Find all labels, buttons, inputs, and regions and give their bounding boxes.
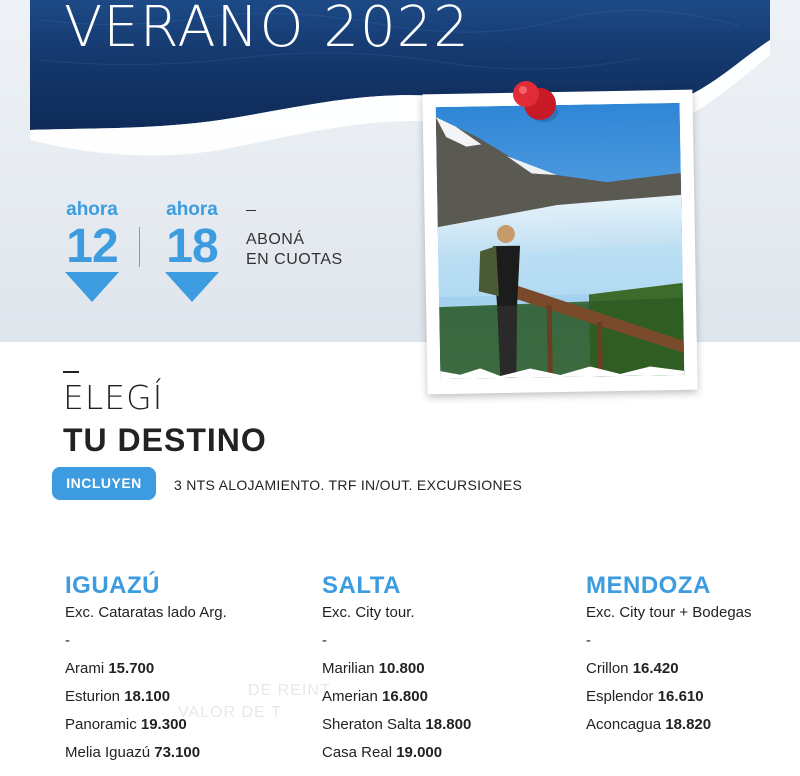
installment-number: 12 [66,220,118,273]
hotel-name: Esturion [65,688,121,705]
hotel-price: 16.420 [632,660,679,677]
hotel-name: Marilian [322,660,375,677]
hotel-item [586,714,752,736]
installment-prefix: ahora [66,199,118,220]
installment-divider [139,227,140,267]
destination-iguazu [65,570,227,764]
includes-badge: INCLUYEN [52,467,156,500]
page-title: VERANO 2022 [64,0,470,60]
destination-separator: - [322,632,327,649]
glacier-photo [422,90,697,395]
section-title-line-2: TU DESTINO [63,422,267,458]
destination-separator: - [586,632,591,649]
hotel-name: Sheraton Salta [322,716,422,733]
hotel-item [586,686,752,708]
hotel-item [322,686,471,708]
destination-excursion: Exc. City tour + Bodegas [586,604,752,621]
hotel-price: 18.820 [665,716,712,733]
hotel-item [65,686,227,708]
watermark-text [178,680,331,724]
installment-18 [162,198,222,302]
pushpin-icon [508,78,568,128]
hotel-price: 18.100 [124,688,171,705]
down-arrow-icon [165,272,219,302]
hotel-name: Melia Iguazú [65,744,151,761]
destination-excursion: Exc. Cataratas lado Arg. [65,604,227,621]
hotel-name: Panoramic [65,716,137,733]
payment-line-2: EN CUOTAS [246,251,343,268]
destination-mendoza [586,570,752,736]
hotel-name: Esplendor [586,688,654,705]
hotel-item [322,658,471,680]
hotel-item [65,658,227,680]
hotel-name: Crillon [586,660,629,677]
payment-dash [246,210,256,211]
installment-12 [62,198,122,302]
includes-text: 3 NTS ALOJAMIENTO. TRF IN/OUT. EXCURSIONES [174,477,523,493]
destination-separator: - [65,632,70,649]
hotel-item [65,742,227,764]
payment-line-1: ABONÁ [246,231,305,248]
destination-name: SALTA [322,572,401,599]
hotel-item [65,714,227,736]
hotel-price: 19.300 [140,716,187,733]
hotel-item [322,714,471,736]
section-dash [63,371,79,373]
watermark-line-1: DE REINT [248,682,331,699]
hotel-name: Aconcagua [586,716,662,733]
hotel-price: 16.610 [657,688,704,705]
destination-salta [322,570,471,764]
destination-excursion: Exc. City tour. [322,604,415,621]
payment-text [246,230,343,270]
hotel-name: Arami [65,660,105,677]
hotel-name: Casa Real [322,744,393,761]
hotel-price: 16.800 [382,688,428,705]
section-title-line-1: ELEGÍ [63,378,164,417]
installment-number: 18 [166,220,218,273]
hotel-price: 15.700 [108,660,155,677]
destination-name: IGUAZÚ [65,572,160,599]
hotel-item [322,742,471,764]
watermark-line-2: VALOR DE T [178,704,282,721]
hotel-name: Amerian [322,688,378,705]
hotel-price: 18.800 [425,716,472,733]
hotel-item [586,658,752,680]
hotel-price: 73.100 [154,744,201,761]
hotel-price: 19.000 [396,744,443,761]
installment-prefix: ahora [166,199,218,220]
destination-name: MENDOZA [586,572,711,599]
glacier-image [436,103,685,379]
down-arrow-icon [65,272,119,302]
hotel-price: 10.800 [378,660,425,677]
